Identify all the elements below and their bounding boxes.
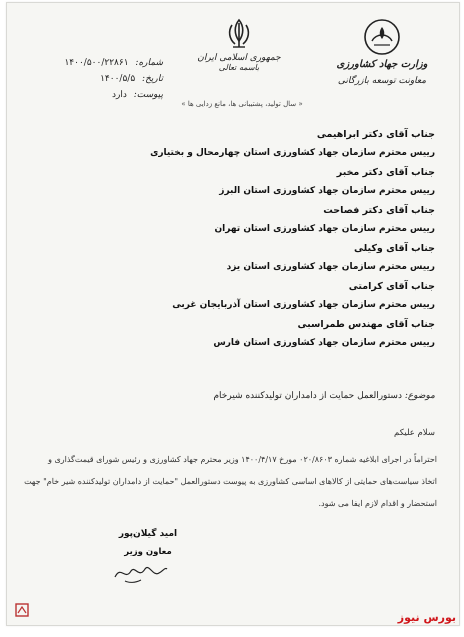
subject-text: دستورالعمل حمایت از دامداران تولیدکننده شیرخام [213,391,402,401]
handwritten-signature-icon [111,559,171,585]
recipients-list [55,125,435,353]
number-value: ۱۴۰۰/۵۰۰/۲۲۸۶۱ [64,58,129,68]
date-label: تاریخ: [142,74,163,84]
invocation-text: باسمه تعالی [218,63,260,72]
body-line: احتراماً در اجرای ابلاغیه شماره ۰۲۰/۸۶۰۳ مورخ ۱۴۰۰/۴/۱۷ وزیر محترم جهاد کشاورزی و رئیس شورای قیمت‌گذاری و [48,455,437,464]
attachment-row [43,87,163,103]
subject-line [15,391,435,401]
stamp-mark-icon [15,603,29,617]
recipient-line: رییس محترم سازمان جهاد کشاورزی استان چهارمحال و بختیاری [150,148,435,158]
letter-sheet [6,2,460,626]
body-line: استحضار و اقدام لازم ایفا می شود. [318,499,437,508]
body-line: اتخاذ سیاست‌های حمایتی از کالاهای اساسی کشاورزی به پیوست دستورالعمل "حمایت از دامداران تولیدکننده شیر خام" جهت [24,477,437,486]
recipient-line: جناب آقای دکتر مخبر [336,167,435,178]
iran-emblem-icon [222,17,256,51]
ministry-block [327,17,437,86]
signatory-name: امید گیلان‌پور [118,529,178,539]
recipient-line: جناب آقای کرامتی [348,281,435,292]
ministry-logo-icon [362,17,402,57]
signatory-role: معاون وزیر [124,547,172,557]
watermark-text: بورس نیوز [397,611,456,624]
subject-label: موضوع: [404,391,435,401]
recipient-line: جناب آقای مهندس طمراسبی [297,319,435,330]
date-row [43,71,163,87]
attachment-value: دارد [111,90,127,100]
deputy-name: معاونت توسعه بازرگانی [337,76,427,86]
number-row [43,55,163,71]
letter-body [17,449,437,515]
attachment-label: پیوست: [133,90,163,100]
number-label: شماره: [135,58,163,68]
reference-block [43,55,163,103]
recipient-line: جناب آقای وکیلی [353,243,435,254]
recipient-line: رییس محترم سازمان جهاد کشاورزی استان یزد [226,262,435,272]
recipient-line: رییس محترم سازمان جهاد کشاورزی استان فارس [213,338,435,348]
date-value: ۱۴۰۰/۵/۵ [100,74,136,84]
recipient-line: جناب آقای دکتر فصاحت [323,205,435,216]
recipient-line: رییس محترم سازمان جهاد کشاورزی استان البرز [219,186,435,196]
greeting-text: سلام علیکم [394,428,435,438]
signature-block [103,529,193,557]
recipient-line: رییس محترم سازمان جهاد کشاورزی استان تهران [214,224,435,234]
recipient-line: جناب آقای دکتر ابراهیمی [316,129,435,140]
letterhead-center [169,17,309,72]
ministry-name: وزارت جهاد کشاورزی [336,59,428,70]
government-title: جمهوری اسلامی ایران [197,53,281,63]
year-slogan: « سال تولید، پشتیبانی ها، مانع زدایی ها » [181,100,303,108]
recipient-line: رییس محترم سازمان جهاد کشاورزی استان آذربایجان غربی [172,300,435,310]
